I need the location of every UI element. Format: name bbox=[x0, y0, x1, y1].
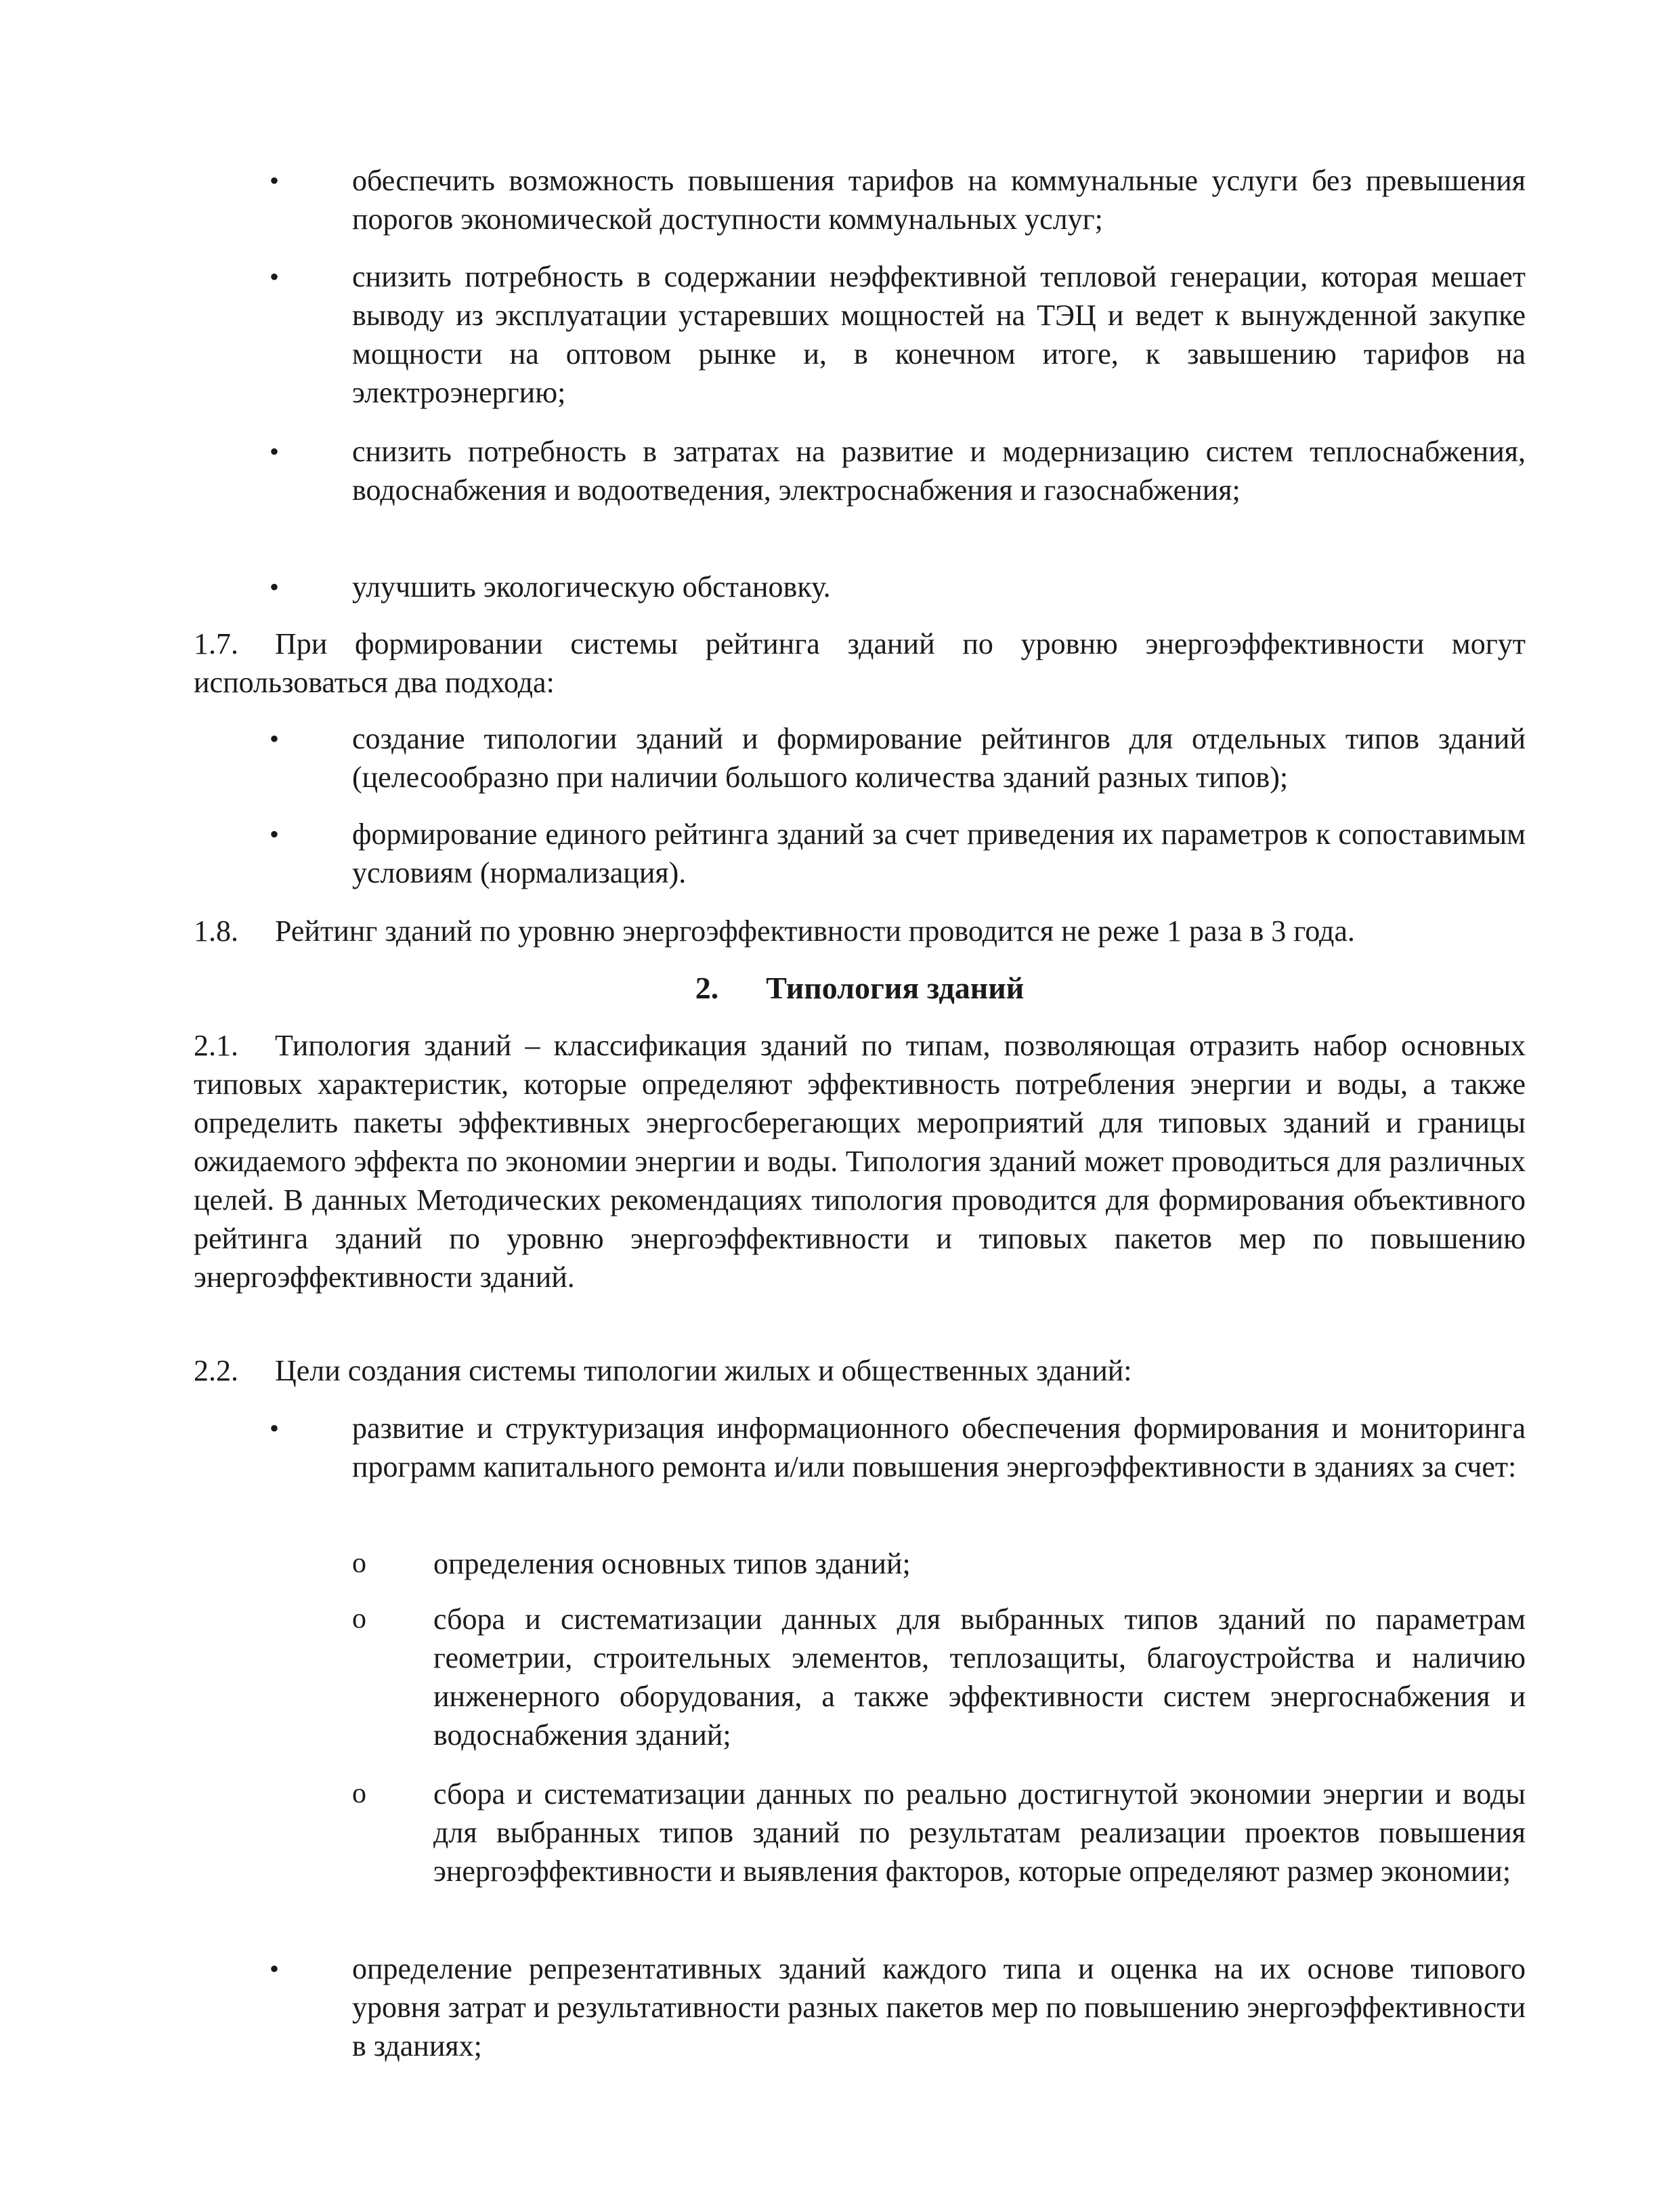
paragraph-1-7 bbox=[194, 625, 1526, 702]
circle-bullet-icon: o bbox=[352, 1603, 366, 1634]
list-item-text: обеспечить возможность повышения тарифов на коммунальные услуги без превышения порогов экономической доступности коммунальных услуг; bbox=[352, 164, 1526, 236]
paragraph-number: 2.1. bbox=[194, 1029, 238, 1062]
list-item-text: определение репрезентативных зданий каждого типа и оценка на их основе типового уровня затрат и результативности разных пакетов мер по повышению энергоэффективности в зданиях; bbox=[352, 1952, 1526, 2062]
bullet-icon: • bbox=[270, 1413, 280, 1443]
section-number: 2. bbox=[695, 971, 719, 1005]
circle-bullet-icon: o bbox=[352, 1778, 366, 1809]
paragraph-text: Рейтинг зданий по уровню энергоэффективности проводится не реже 1 раза в 3 года. bbox=[275, 914, 1355, 948]
paragraph-number: 1.8. bbox=[194, 914, 238, 948]
sub-list-item-text: определения основных типов зданий; bbox=[433, 1547, 911, 1580]
section-heading bbox=[194, 969, 1526, 1007]
list-item-text: улучшить экологическую обстановку. bbox=[352, 570, 831, 604]
list-item-text: развитие и структуризация информационного обеспечения формирования и мониторинга программ капитального ремонта и/или повышения энергоэффективности в зданиях за счет: bbox=[352, 1412, 1526, 1483]
paragraph-1-8 bbox=[194, 912, 1526, 950]
bullet-icon: • bbox=[270, 165, 280, 196]
sub-list-item-text: сбора и систематизации данных для выбранных типов зданий по параметрам геометрии, строительных элементов, теплозащиты, благоустройства и наличию инженерного оборудования, а также эффективности систем энергоснабжения и водоснабжения зданий; bbox=[433, 1603, 1526, 1752]
paragraph-text: При формировании системы рейтинга зданий по уровню энергоэффективности могут использоваться два подхода: bbox=[194, 627, 1526, 699]
paragraph-2-2 bbox=[194, 1351, 1526, 1390]
paragraph-text: Цели создания системы типологии жилых и общественных зданий: bbox=[275, 1354, 1132, 1387]
list-item-text: снизить потребность в затратах на развитие и модернизацию систем теплоснабжения, водоснабжения и водоотведения, электроснабжения и газоснабжения; bbox=[352, 435, 1526, 507]
bullet-icon: • bbox=[270, 436, 280, 467]
bullet-icon: • bbox=[270, 572, 280, 602]
bullet-icon: • bbox=[270, 723, 280, 754]
circle-bullet-icon: o bbox=[352, 1548, 366, 1579]
sub-list-item-text: сбора и систематизации данных по реально достигнутой экономии энергии и воды для выбранных типов зданий по результатам реализации проектов повышения энергоэффективности и выявления факторов, которые определяют размер экономии; bbox=[433, 1777, 1526, 1888]
paragraph-number: 1.7. bbox=[194, 627, 238, 660]
paragraph-2-1 bbox=[194, 1026, 1526, 1296]
section-title: Типология зданий bbox=[766, 971, 1025, 1005]
list-item-text: снизить потребность в содержании неэффективной тепловой генерации, которая мешает выводу из эксплуатации устаревших мощностей на ТЭЦ и ведет к вынужденной закупке мощности на оптовом рынке и, в конечном итоге, к завышению тарифов на электроэнергию; bbox=[352, 260, 1526, 409]
bullet-icon: • bbox=[270, 819, 280, 849]
bullet-icon: • bbox=[270, 1953, 280, 1984]
list-item-text: создание типологии зданий и формирование рейтингов для отдельных типов зданий (целесообразно при наличии большого количества зданий разных типов); bbox=[352, 722, 1526, 794]
paragraph-number: 2.2. bbox=[194, 1354, 238, 1387]
paragraph-text: Типология зданий – классификация зданий по типам, позволяющая отразить набор основных типовых характеристик, которые определяют эффективность потребления энергии и воды, а также определить пакеты эффективных энергосберегающих мероприятий для типовых зданий и границы ожидаемого эффекта по экономии энергии и воды. Типология зданий может проводиться для различных целей. В данных Методических рекомендациях типология проводится для формирования объективного рейтинга зданий по уровню энергоэффективности и типовых пакетов мер по повышению энергоэффективности зданий. bbox=[194, 1029, 1526, 1294]
bullet-icon: • bbox=[270, 261, 280, 292]
list-item-text: формирование единого рейтинга зданий за счет приведения их параметров к сопоставимым условиям (нормализация). bbox=[352, 818, 1526, 889]
